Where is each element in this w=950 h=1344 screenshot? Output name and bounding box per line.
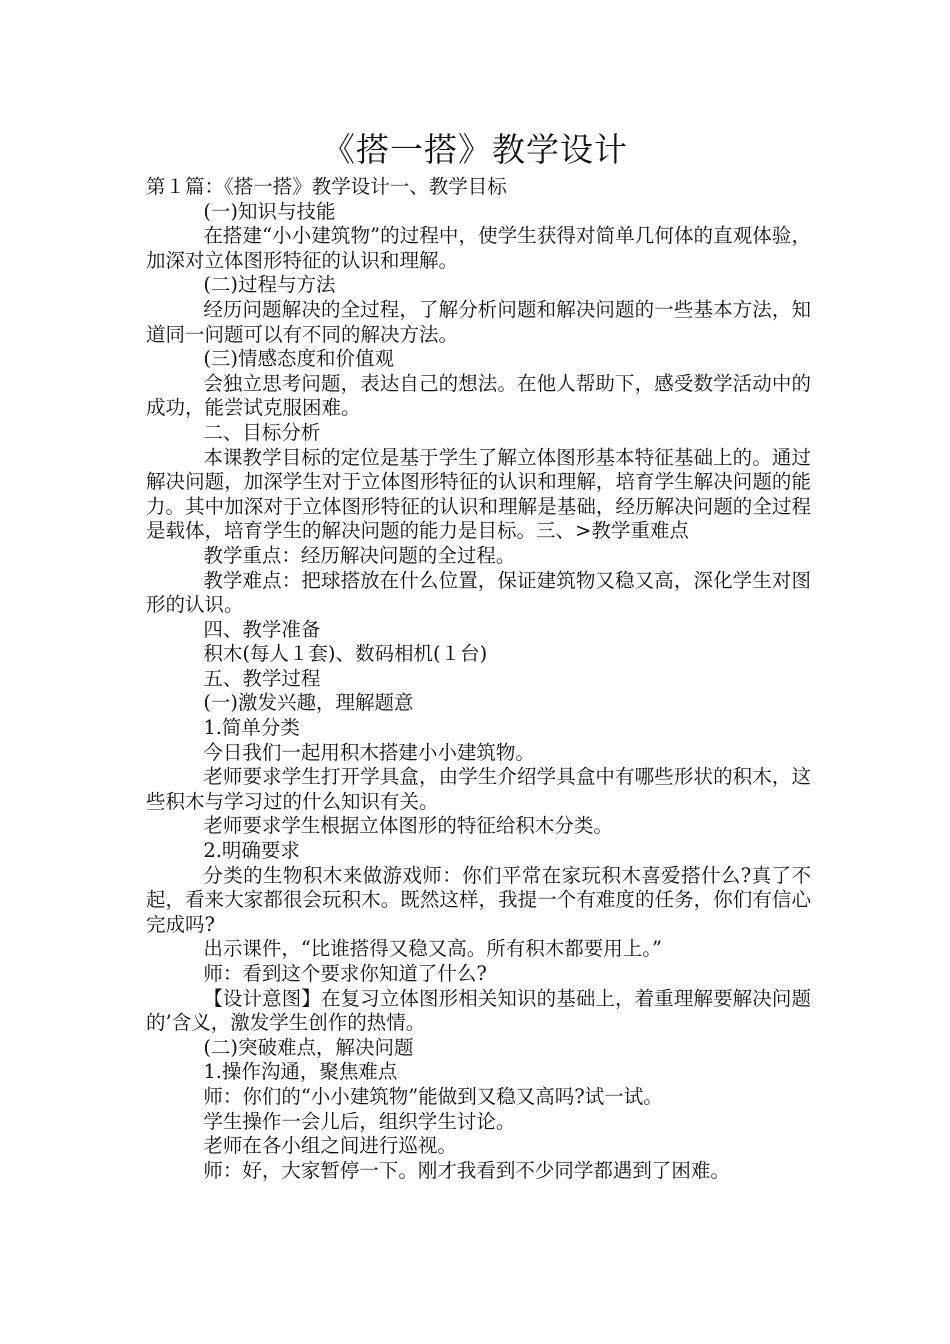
paragraph: (二)突破难点，解决问题 [203,1035,414,1059]
paragraph: 四、教学准备 [203,617,321,641]
paragraph: 学生操作一会儿后，组织学生讨论。 [203,1109,516,1133]
paragraph: (一)知识与技能 [203,199,336,223]
paragraph: 师：看到这个要求你知道了什么? [203,962,487,985]
paragraph: 今日我们一起用积木搭建小小建筑物。 [203,740,535,764]
paragraph: 经历问题解决的全过程，了解分析问题和解决问题的一些基本方法，知道同一问题可以有不同的解决方法。 [146,297,811,346]
paragraph: 【设计意图】在复习立体图形相关知识的基础上，着重理解要解决问题的’含义，激发学生创作的热情。 [146,986,811,1035]
paragraph: (二)过程与方法 [203,273,336,297]
paragraph: 五、教学过程 [203,666,321,690]
paragraph: 师：你们的“小小建筑物”能做到又稳又高吗?试一试。 [203,1084,663,1108]
paragraph: 老师要求学生打开学具盒，由学生介绍学具盒中有哪些形状的积木，这些积木与学习过的什么知识有关。 [146,765,811,813]
paragraph: 二、目标分析 [203,420,321,444]
paragraph: 2.明确要求 [203,839,300,863]
paragraph: (一)激发兴趣，理解题意 [203,691,414,715]
paragraph: 1.简单分类 [203,716,300,740]
paragraph: 老师在各小组之间进行巡视。 [203,1134,457,1158]
paragraph: 分类的生物积木来做游戏师：你们平常在家玩积木喜爱搭什么?真了不起，看来大家都很会玩积木。既然这样，我提一个有难度的任务，你们有信心完成吗? [146,863,811,936]
document-title: 《搭一搭》教学设计 [322,130,628,169]
paragraph: (三)情感态度和价值观 [203,347,395,371]
paragraph: 积木(每人１套)、数码相机(１台) [203,642,488,666]
paragraph: 教学难点：把球搭放在什么位置，保证建筑物又稳又高，深化学生对图形的认识。 [146,568,811,617]
paragraph: 会独立思考问题，表达自己的想法。在他人帮助下，感受数学活动中的成功，能尝试克服困难。 [146,371,811,420]
paragraph: 在搭建“小小建筑物”的过程中，使学生获得对简单几何体的直观体验，加深对立体图形特征的认识和理解。 [146,224,811,272]
paragraph: 第１篇：《搭一搭》教学设计一、教学目标 [146,175,507,198]
document-body [146,175,811,1183]
paragraph: 教学重点：经历解决问题的全过程。 [203,543,516,567]
paragraph: 本课教学目标的定位是基于学生了解立体图形基本特征基础上的。通过解决问题，加深学生对于立体图形特征的认识和理解，培育学生解决问题的能力。其中加深对于立体图形特征的认识和理解是基础，经历解决问题的全过程是载体，培育学生的解决问题的能力是目标。三、>教学重难点 [146,445,811,543]
paragraph: 老师要求学生根据立体图形的特征给积木分类。 [203,814,613,838]
paragraph: 师：好，大家暂停一下。刚才我看到不少同学都遇到了困难。 [203,1158,730,1182]
paragraph: 1.操作沟通，聚焦难点 [203,1060,398,1084]
paragraph: 出示课件，“比谁搭得又稳又高。所有积木都要用上。” [203,937,663,961]
